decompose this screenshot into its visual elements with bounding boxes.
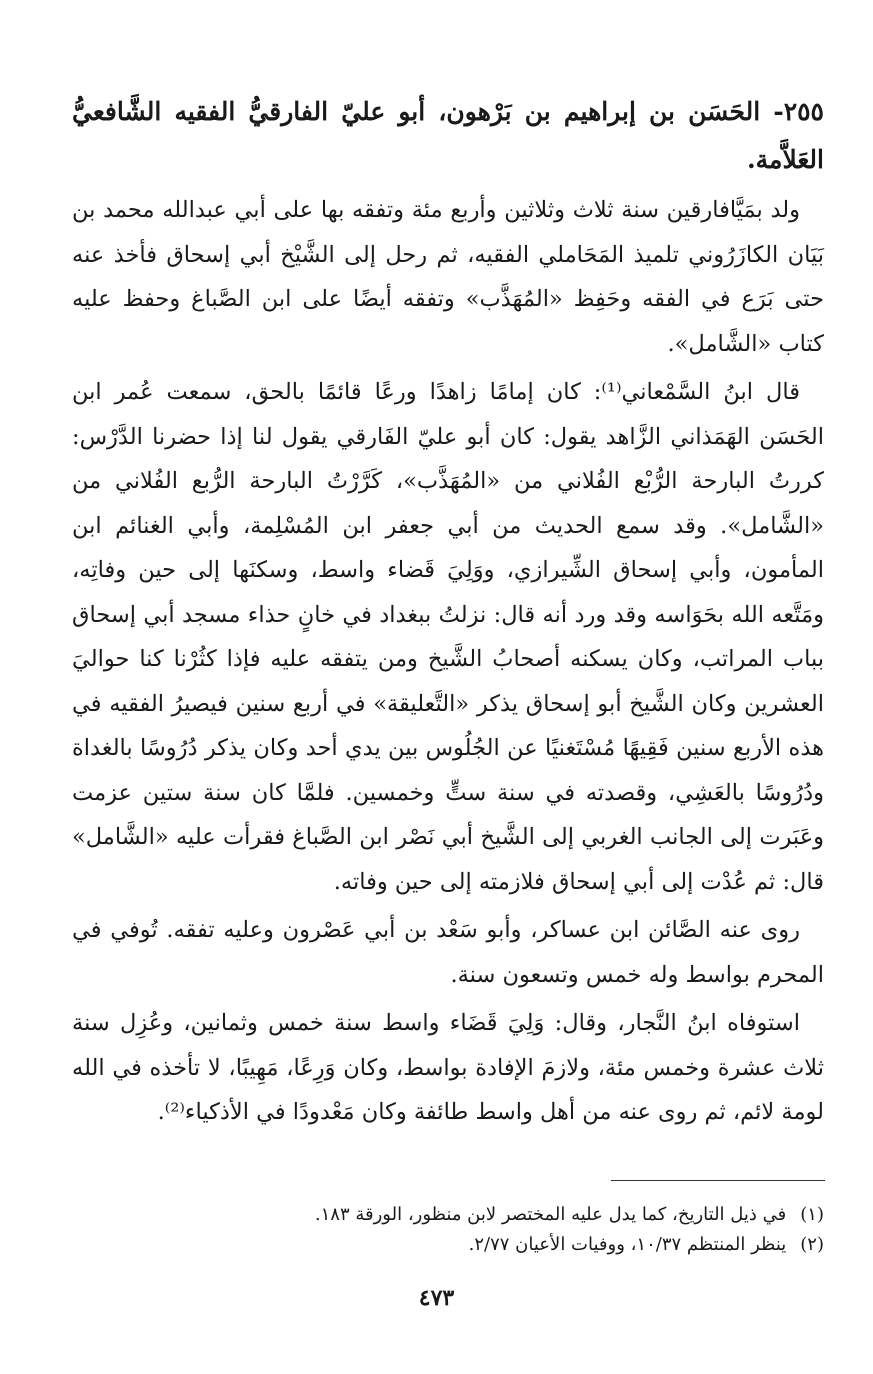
footnote-item: [72, 1200, 824, 1230]
main-text: [72, 88, 824, 1135]
footnote-text: في ذيل التاريخ، كما يدل عليه المختصر لابن منظور، الورقة ١٨٣.: [314, 1204, 787, 1225]
footnote-number: (١): [800, 1204, 824, 1225]
paragraph-samani-quote: قال ابنُ السَّمْعاني⁽¹⁾: كان إمامًا زاهدًا ورعًا قائمًا بالحق، سمعت عُمر ابن الحَسَن الهَمَذاني الزَّاهد يقول: كان أبو عليّ الفَارقي يقول لنا إذا حضرنا الدَّرْس: كررتُ البارحة الرُّبْع الفُلاني من «المُهَذَّب»، كَرَّرْتُ البارحة الرُّبع الفُلاني من «الشَّامل». وقد سمع الحديث من أبي جعفر ابن المُسْلِمة، وأبي الغنائم ابن المأمون، وأبي إسحاق الشِّيرازي، ووَلِيَ قَضاء واسط، وسكنَها إلى حين وفاتِه، ومَتَّعه الله بحَوَاسه وقد ورد أنه قال: نزلتُ ببغداد في خانٍ حذاء مسجد أبي إسحاق بباب المراتب، وكان يسكنه أصحابُ الشَّيخ ومن يتفقه عليه فإذا كثُرْنا كنا حواليَ العشرين وكان الشَّيخ أبو إسحاق يذكر «التَّعليقة» في أربع سنين فيصيرُ الفقيه في هذه الأربع سنين فَقِيهًا مُسْتَغنيًا عن الجُلُوس بين يدي أحد وكان يذكر دُرُوسًا بالغداة ودُرُوسًا بالعَشِي، وقصدته في سنة ستٍّ وخمسين. فلمَّا كان سنة ستين عزمت وعَبَرت إلى الجانب الغربي إلى الشَّيخ أبي نَصْر ابن الصَّباغ فقرأت عليه «الشَّامل» قال: ثم عُدْت إلى أبي إسحاق فلازمته إلى حين وفاته.: [72, 379, 824, 895]
paragraph-birth: ولد بمَيَّافارقين سنة ثلاث وثلاثين وأربع مئة وتفقه بها على أبي عبدالله محمد بن بَيَان الكازَرُوني تلميذ المَحَاملي الفقيه، ثم رحل إلى الشَّيْخ أبي إسحاق فأخذ عنه حتى بَرَع في الفقه وحَفِظ «المُهَذَّب» وتفقه أيضًا على ابن الصَّباغ وحفظ عليه كتاب «الشَّامل».: [72, 197, 824, 357]
footnote-text: ينظر المنتظم ١٠/٣٧، ووفيات الأعيان ٢/٧٧.: [468, 1234, 787, 1255]
page-number: ٤٧٣: [418, 1285, 455, 1311]
footnote-item: [72, 1230, 824, 1260]
paragraph-students: روى عنه الصَّائن ابن عساكر، وأبو سَعْد بن أبي عَصْرون وعليه تفقه. تُوفي في المحرم بواسط وله خمس وتسعون سنة.: [72, 917, 824, 988]
entry-heading: ٢٥٥- الحَسَن بن إبراهيم بن بَرْهون، أبو عليّ الفارقيُّ الفقيه الشَّافعيُّ العَلاَّمة.: [72, 97, 824, 174]
footnote-divider: [611, 1180, 825, 1181]
footnotes: [72, 1200, 824, 1260]
paragraph-ibn-najjar: استوفاه ابنُ النَّجار، وقال: وَلِيَ قَضَاء واسط سنة خمس وثمانين، وعُزِل سنة ثلاث عشرة وخمس مئة، ولازمَ الإفادة بواسط، وكان وَرِعًا، مَهِيبًا، لا تأخذه في الله لومة لائم، ثم روى عنه من أهل واسط طائفة وكان مَعْدودًا في الأذكياء⁽²⁾.: [72, 1010, 824, 1125]
footnote-number: (٢): [800, 1234, 824, 1255]
